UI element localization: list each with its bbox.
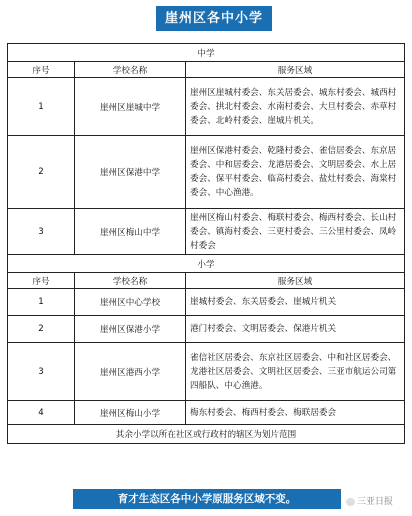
column-header-school-name: 学校名称 [75, 62, 186, 78]
service-area: 港门村委会、文明居委会、保港片机关 [186, 316, 405, 343]
middle-school-column-headers [8, 62, 405, 78]
row-index: 4 [8, 401, 75, 425]
school-name: 崖州区港西小学 [75, 343, 186, 401]
primary-school-section-label: 小学 [8, 255, 405, 273]
service-area: 崖州区崖城村委会、东关居委会、城东村委会、城西村委会、拱北村委会、水南村委会、大旦村委会、赤草村委会、北岭村委会、崖城片机关。 [186, 78, 405, 136]
primary-school-section-header [8, 255, 405, 273]
table-footer-note: 其余小学以所在社区或行政村的辖区为划片范围 [8, 425, 405, 444]
page-title: 崖州区各中小学 [156, 6, 272, 31]
table-row [8, 209, 405, 255]
service-area: 崖州区保港村委会、乾隆村委会、雀信居委会、东京居委会、中和居委会、龙港居委会、文明居委会、水上居委会、保平村委会、临高村委会、盐灶村委会、海棠村委会、中心渔港。 [186, 136, 405, 209]
table-row [8, 289, 405, 316]
row-index: 2 [8, 136, 75, 209]
service-area: 梅东村委会、梅西村委会、梅联居委会 [186, 401, 405, 425]
school-districts-table [7, 43, 404, 444]
service-area: 崖城村委会、东关居委会、崖城片机关 [186, 289, 405, 316]
table-row [8, 401, 405, 425]
row-index: 3 [8, 209, 75, 255]
table-footer-note-row [8, 425, 405, 444]
table-row [8, 316, 405, 343]
row-index: 2 [8, 316, 75, 343]
watermark-text: 三亚日报 [357, 497, 394, 507]
row-index: 1 [8, 78, 75, 136]
service-area: 崖州区梅山村委会、梅联村委会、梅西村委会、长山村委会、镇海村委会、三更村委会、三公里村委会、凤岭村委会 [186, 209, 405, 255]
middle-school-section-header [8, 44, 405, 62]
bottom-banner: 育才生态区各中小学原服务区域不变。 [73, 489, 341, 509]
school-name: 崖州区梅山小学 [75, 401, 186, 425]
watermark [346, 494, 393, 507]
school-name: 崖州区崖城中学 [75, 78, 186, 136]
column-header-index: 序号 [8, 62, 75, 78]
middle-school-section-label: 中学 [8, 44, 405, 62]
table-row [8, 78, 405, 136]
row-index: 3 [8, 343, 75, 401]
column-header-service-area: 服务区域 [186, 273, 405, 289]
service-area: 雀信社区居委会、东京社区居委会、中和社区居委会、龙港社区居委会、文明社区居委会、三亚市航运公司第四船队、中心渔港。 [186, 343, 405, 401]
column-header-service-area: 服务区域 [186, 62, 405, 78]
school-name: 崖州区中心学校 [75, 289, 186, 316]
school-name: 崖州区梅山中学 [75, 209, 186, 255]
primary-school-column-headers [8, 273, 405, 289]
column-header-school-name: 学校名称 [75, 273, 186, 289]
table-row [8, 136, 405, 209]
column-header-index: 序号 [8, 273, 75, 289]
school-name: 崖州区保港小学 [75, 316, 186, 343]
school-name: 崖州区保港中学 [75, 136, 186, 209]
weibo-logo-icon [346, 498, 355, 506]
row-index: 1 [8, 289, 75, 316]
table-row [8, 343, 405, 401]
